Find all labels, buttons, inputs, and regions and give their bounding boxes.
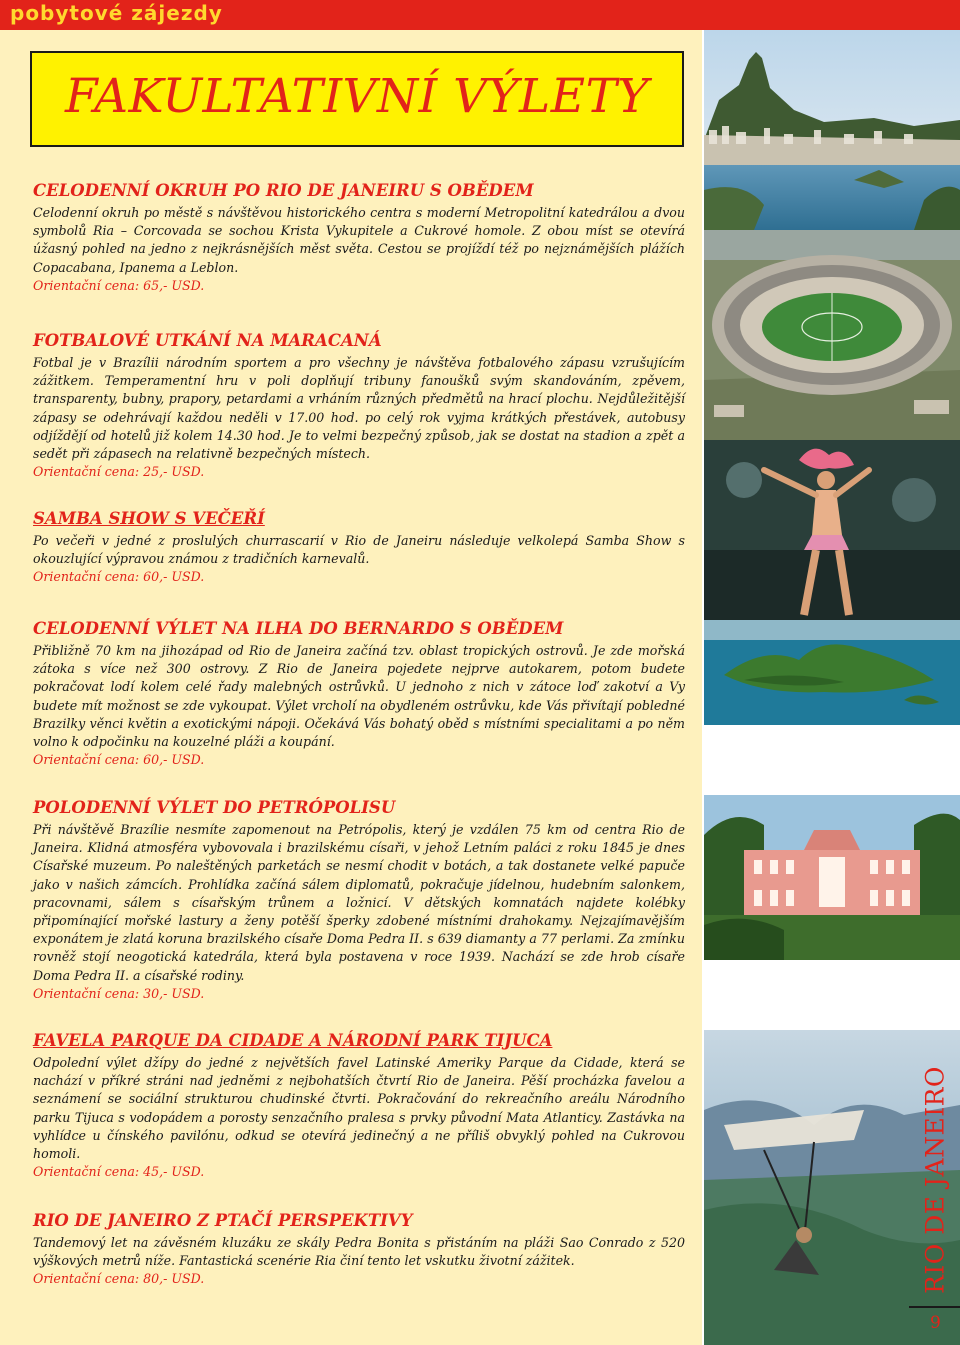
section-body: Tandemový let na závěsném kluzáku ze skály Pedra Bonita s přistáním na pláži Sao Conrado z 520 výškových metrů níže. Fantastická scenérie Ria činí tento let vskutku životní zážitek. [33, 1235, 685, 1269]
section-title: CELODENNÍ OKRUH PO RIO DE JANEIRU S OBĚDEM [33, 181, 534, 200]
section-maracana [33, 330, 685, 481]
section-price: Orientační cena: 45,- USD. [33, 1164, 205, 1180]
section-title: RIO DE JANEIRO Z PTAČÍ PERSPEKTIVY [33, 1211, 413, 1230]
section-price: Orientační cena: 65,- USD. [33, 277, 205, 293]
section-ilha-do-bernardo [33, 618, 685, 769]
header-bar [0, 0, 960, 30]
samba-dancer-photo [704, 440, 960, 620]
page-number: 9 [930, 1313, 941, 1333]
page-title: FAKULTATIVNÍ VÝLETY [65, 69, 649, 124]
rio-bay-photo [704, 30, 960, 230]
content-area [0, 30, 702, 1345]
imperial-palace-photo [704, 795, 960, 960]
section-body: Přibližně 70 km na jihozápad od Rio de Janeira začíná tzv. oblast tropických ostrovů. Je zde mořská zátoka s více než 300 ostrovy. Z Rio de Janeira pojedete nejprve autokarem, potom budete pokračovat lodí kolem celé řady malebných ostrůvků. U jednoho z nich v zátoce loď zakotví a Vy budete mít možnost se zde vykoupat. Výlet vrcholí na obydleném ostrůvku, kde Vás přivítají pobledné Brazilky věnci květin a exotickými nápoji. Očekává Vás bohatý oběd s místními specialitami a po něm volno k odpočinku na kouzelné pláži a koupání. [33, 643, 685, 750]
section-title: FOTBALOVÉ UTKÁNÍ NA MARACANÁ [33, 331, 382, 350]
section-price: Orientační cena: 60,- USD. [33, 569, 205, 585]
section-body: Celodenní okruh po městě s návštěvou historického centra s moderní Metropolitní katedrálou a dvou symbolů Ria – Corcovada se sochou Krista Vykupitele a Cukrové homole. Z obou míst se otevírá úžasný pohled na jedno z nejkrásnějších měst světa. Cestou se projíždí též po nejznámějších plážích Copacabana, Ipanema a Leblon. [33, 205, 685, 275]
section-petropolis [33, 797, 685, 1003]
section-body: Odpolední výlet džípy do jedné z největších favel Latinské Ameriky Parque da Cidade, která se nachází v příkré stráni nad jedněmi z nejbohatších čtvrtí Rio de Janeira. Pěší procházka favelou a seznámení se sociální strukturou chudinské čtvrti. Pokračování do rekreačního areálu Národního parku Tijuca s vodopádem a porosty senzačního pralesa s prvky původní Mata Atlanticy. Zastávka na vyhlídce u čínského pavilónu, odkud se otevírá jedinečný a ne příliš obvyklý pohled na Cukrovou homoli. [33, 1055, 685, 1162]
section-samba-show [33, 508, 685, 587]
section-body: Při návštěvě Brazílie nesmíte zapomenout na Petrópolis, který je vzdálen 75 km od centra Rio de Janeira. Klidná atmosféra vybovovala i brazilskému císaři, v jehož Letním paláci z roku 1845 je dnes Císařské muzeum. Po naleštěných parketách se nesmí chodit v botách, a tak dostanete velké papuče jako v našich zámcích. Prohlídka začíná sálem diplomatů, pokračuje jídelnou, hudebním salonkem, pracovnami, sálem s císařským trůnem a ložnicí. V dětských komnatách najdete kolébky připomínající mořské lastury a ženy potěší šperky zdobené místními drahokamy. Nejzajímavějším exponátem je zlatá koruna brazilského císaře Doma Pedra II. s 639 diamanty a 77 perlami. Za zmínku rovněž stojí neogotická katedrála, která byla postavena v roce 1939. Nachází se zde hrob císaře Doma Pedra II. a císařské rodiny. [33, 822, 685, 983]
section-body: Fotbal je v Brazílii národním sportem a pro všechny je návštěva fotbalového zápasu vzrušujícím zážitkem. Temperamentní hru v poli doplňují tribuny fanoušků svým skandováním, zpěvem, transparenty, bubny, prapory, petardami a vrháním různých předmětů na hrací plochu. Nejdůležitější zápasy se odehrávají každou neděli v 17.00 hod. po celý rok vyjma krátkých přestávek, autobusy odjíždějí od hotelů již kolem 14.30 hod. Je to velmi bezpečný způsob, jak se dostat na stadion a zpět a sedět při zápasech na relativně bezpečných místech. [33, 355, 685, 462]
section-body: Po večeři v jedné z proslulých churrascarií v Rio de Janeiru následuje velkolepá Samba Show s okouzlující výpravou známou z tradičních karnevalů. [33, 533, 685, 567]
section-price: Orientační cena: 80,- USD. [33, 1271, 205, 1287]
section-title: POLODENNÍ VÝLET DO PETRÓPOLISU [33, 798, 396, 817]
section-hang-gliding [33, 1210, 685, 1289]
title-box [30, 51, 684, 147]
section-title: CELODENNÍ VÝLET NA ILHA DO BERNARDO S OBĚDEM [33, 619, 564, 638]
page-rule [909, 1306, 960, 1308]
section-price: Orientační cena: 25,- USD. [33, 464, 205, 480]
tropical-island-photo [704, 620, 960, 725]
side-label [905, 1065, 960, 1295]
section-title: SAMBA SHOW S VEČEŘÍ [33, 509, 265, 528]
section-price: Orientační cena: 60,- USD. [33, 752, 205, 768]
section-title: FAVELA PARQUE DA CIDADE A NÁRODNÍ PARK TIJUCA [33, 1031, 553, 1050]
side-label-text: RIO DE JANEIRO [920, 1066, 950, 1294]
section-favela-tijuca [33, 1030, 685, 1181]
header-title: pobytové zájezdy [10, 1, 223, 25]
section-price: Orientační cena: 30,- USD. [33, 985, 205, 1001]
section-rio-city-tour [33, 180, 685, 295]
maracana-stadium-photo [704, 230, 960, 440]
